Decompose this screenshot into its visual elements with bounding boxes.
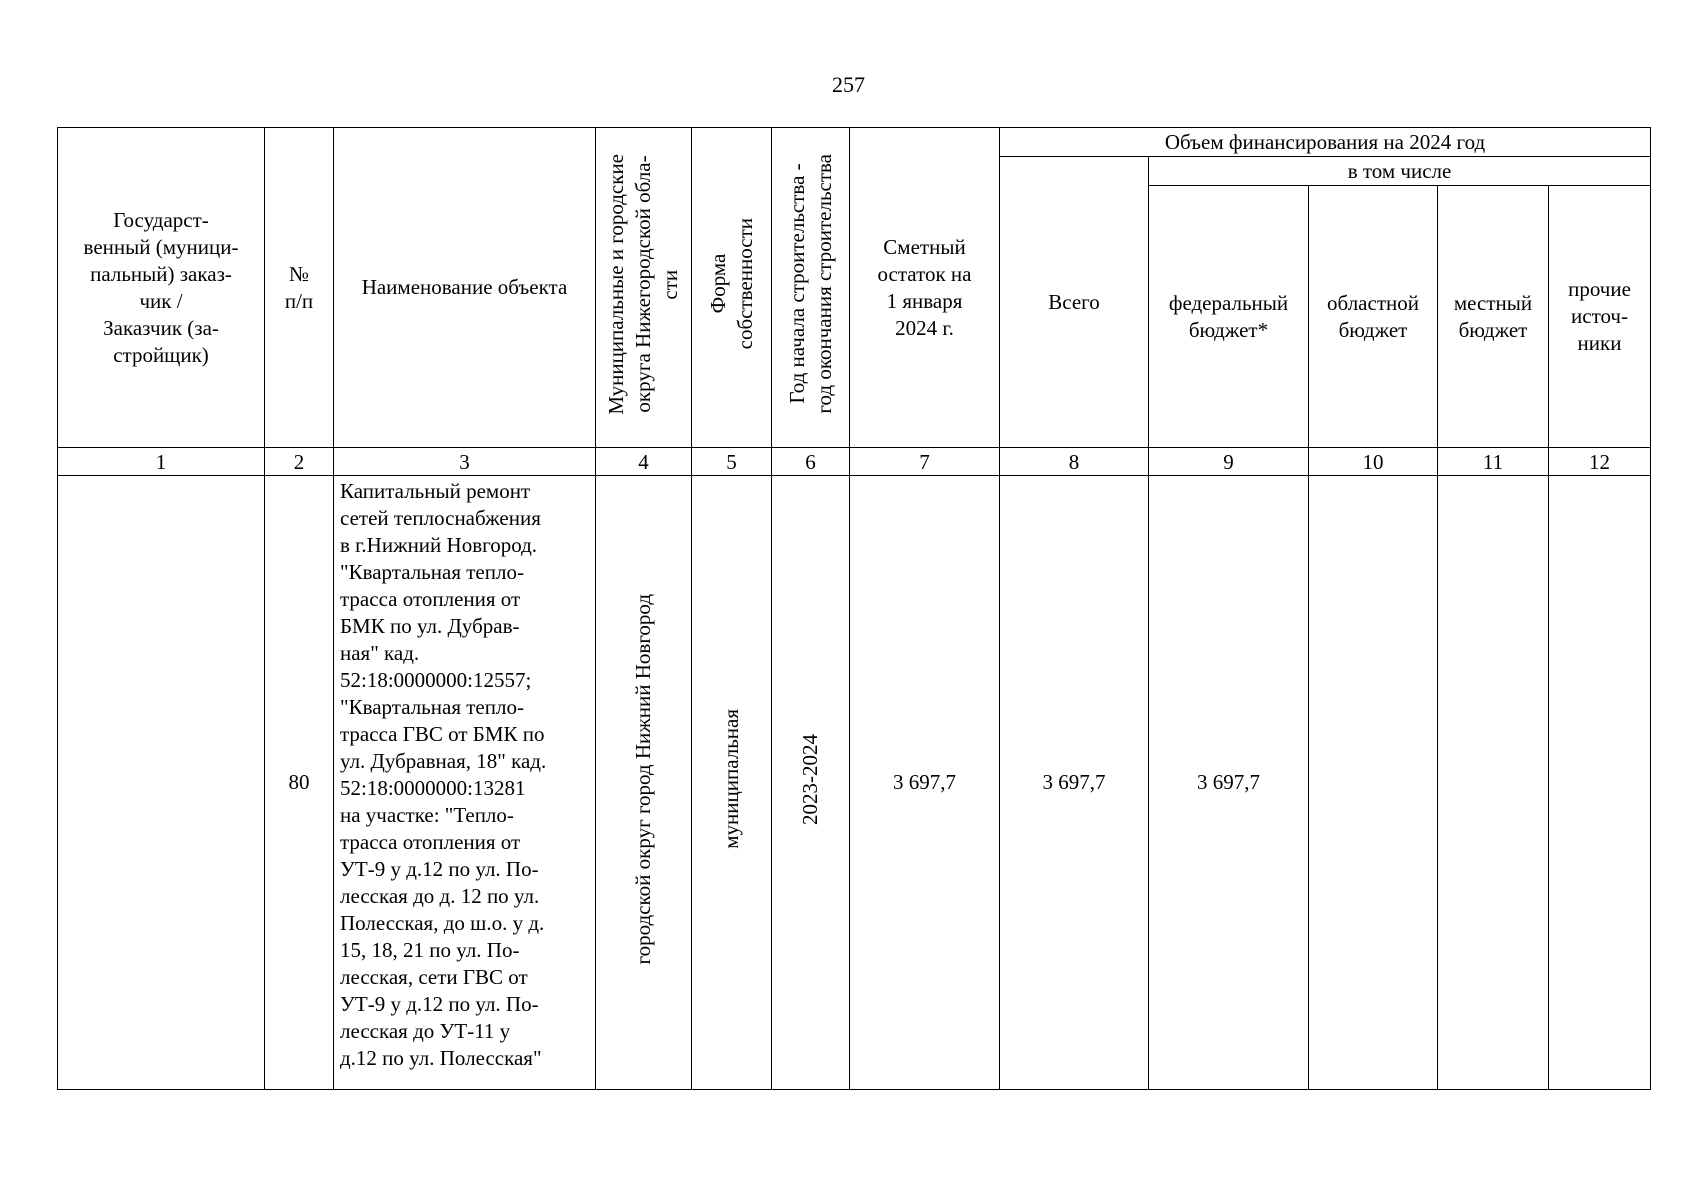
header-municipality-cell <box>596 128 692 448</box>
header-federal: федеральный бюджет* <box>1149 186 1309 448</box>
header-index: № п/п <box>265 128 334 448</box>
header-funding-group: Объем финансирования на 2024 год <box>1000 128 1651 157</box>
cell-other <box>1549 476 1651 1090</box>
column-number: 5 <box>692 448 772 476</box>
cell-years-cell <box>772 476 850 1090</box>
cell-years: 2023-2024 <box>798 733 822 825</box>
cell-municipality: городской округ город Нижний Новгород <box>631 593 655 965</box>
header-ownership: Форма собственности <box>705 218 757 350</box>
page-number: 257 <box>832 72 865 97</box>
header-regional: областной бюджет <box>1309 186 1438 448</box>
financing-table <box>57 127 1651 1090</box>
cell-municipality-cell <box>596 476 692 1090</box>
cell-ownership-cell <box>692 476 772 1090</box>
cell-local <box>1438 476 1549 1090</box>
header-row-1 <box>58 128 1651 157</box>
column-number: 12 <box>1549 448 1651 476</box>
header-local: местный бюджет <box>1438 186 1549 448</box>
column-number-row <box>58 448 1651 476</box>
cell-ownership: муниципальная <box>719 709 743 849</box>
cell-index: 80 <box>265 476 334 1090</box>
header-customer: Государст- венный (муници- пальный) заказ- чик / Заказчик (за- стройщик) <box>58 128 265 448</box>
cell-federal: 3 697,7 <box>1149 476 1309 1090</box>
header-years-cell <box>772 128 850 448</box>
cell-total: 3 697,7 <box>1000 476 1149 1090</box>
header-including: в том числе <box>1149 157 1651 186</box>
column-number: 11 <box>1438 448 1549 476</box>
column-number: 1 <box>58 448 265 476</box>
column-number: 4 <box>596 448 692 476</box>
column-number: 7 <box>850 448 1000 476</box>
cell-object-name: Капитальный ремонт сетей теплоснабжения в г.Нижний Новгород. "Квартальная тепло- трасса отопления от БМК по ул. Дубрав- ная" кад. 52:18:0000000:12557; "Квартальная тепло- трасса ГВС от БМК по ул. Дубравная, 18" кад. 52:18:0000000:13281 на участке: "Тепло- трасса отопления от УТ-9 у д.12 по ул. По- лесская до д. 12 по ул. Полесская, до ш.о. у д. 15, 18, 21 по ул. По- лесская, сети ГВС от УТ-9 у д.12 по ул. По- лесская до УТ-11 у д.12 по ул. Полесская" <box>334 476 596 1090</box>
column-number: 2 <box>265 448 334 476</box>
cell-customer <box>58 476 265 1090</box>
column-number: 3 <box>334 448 596 476</box>
cell-estimate: 3 697,7 <box>850 476 1000 1090</box>
column-number: 10 <box>1309 448 1438 476</box>
header-years: Год начала строительства - год окончания строительства <box>784 154 836 414</box>
column-number: 6 <box>772 448 850 476</box>
header-other: прочие источ- ники <box>1549 186 1651 448</box>
header-total: Всего <box>1000 157 1149 448</box>
header-object-name: Наименование объекта <box>334 128 596 448</box>
header-estimate: Сметный остаток на 1 января 2024 г. <box>850 128 1000 448</box>
table-row <box>58 476 1651 1090</box>
header-ownership-cell <box>692 128 772 448</box>
column-number: 8 <box>1000 448 1149 476</box>
cell-regional <box>1309 476 1438 1090</box>
column-number: 9 <box>1149 448 1309 476</box>
header-municipality: Муниципальные и городские округа Нижегородской обла- сти <box>604 153 682 415</box>
